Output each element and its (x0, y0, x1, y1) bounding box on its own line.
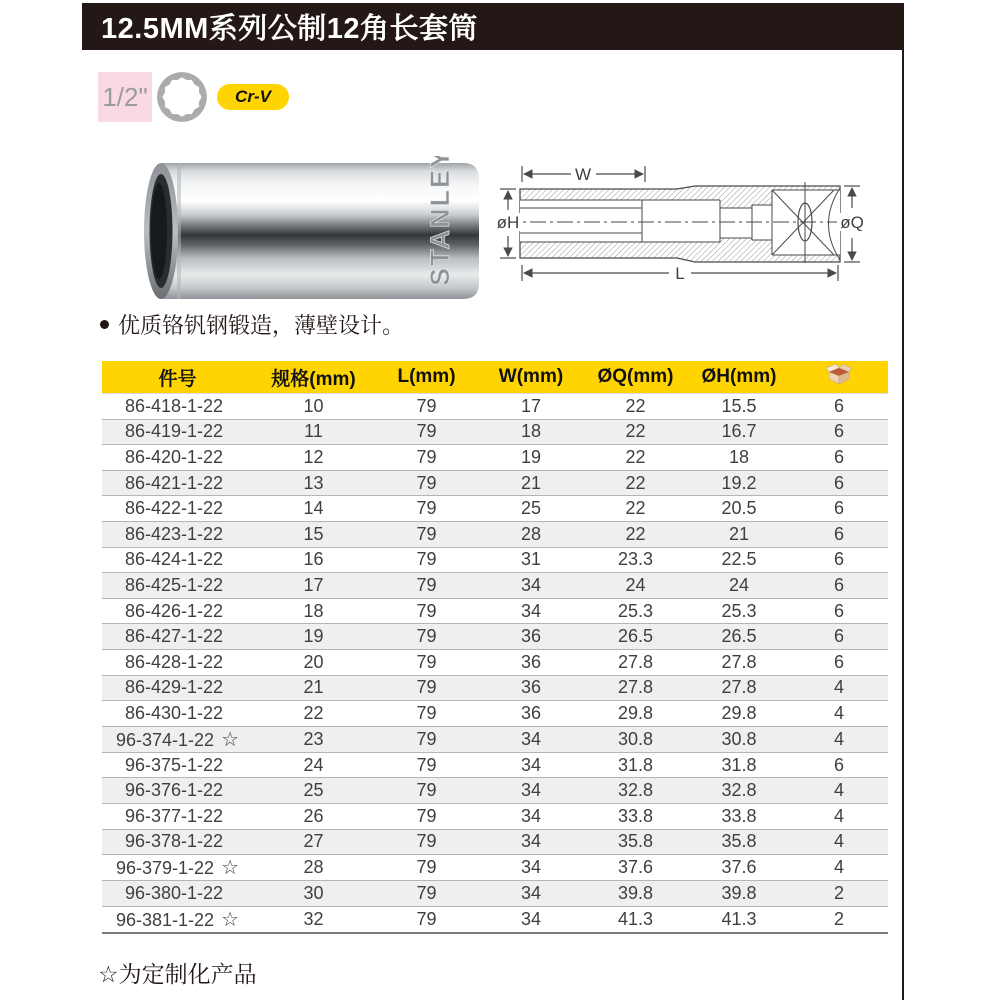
cell-length: 79 (374, 701, 479, 727)
cell-part-number: 96-380-1-22 (102, 881, 253, 907)
table-body (102, 394, 888, 933)
custom-star: ☆ (221, 908, 239, 931)
table-row (102, 726, 888, 752)
cell-oh: 16.7 (688, 419, 790, 445)
carton-icon (826, 363, 852, 385)
table-row (102, 496, 888, 522)
cell-length: 79 (374, 906, 479, 933)
cell-oh: 30.8 (688, 726, 790, 752)
cell-w: 36 (479, 675, 583, 701)
table-row (102, 598, 888, 624)
dim-label-l: L (675, 264, 685, 283)
dim-label-oq: øQ (840, 213, 864, 232)
cell-oq: 22 (583, 445, 688, 471)
cell-oq: 24 (583, 573, 688, 599)
cell-w: 18 (479, 419, 583, 445)
dimension-diagram (493, 158, 865, 295)
table-row (102, 829, 888, 855)
cell-length: 79 (374, 445, 479, 471)
cell-length: 79 (374, 675, 479, 701)
cell-oq: 41.3 (583, 906, 688, 933)
cell-w: 34 (479, 598, 583, 624)
cell-oq: 39.8 (583, 881, 688, 907)
cell-w: 28 (479, 521, 583, 547)
cell-spec: 12 (253, 445, 374, 471)
table-row (102, 906, 888, 933)
cell-pack-qty: 4 (790, 726, 888, 752)
header-oq: ØQ(mm) (583, 361, 688, 394)
cell-w: 34 (479, 906, 583, 933)
cell-length: 79 (374, 778, 479, 804)
cell-length: 79 (374, 496, 479, 522)
cell-oq: 29.8 (583, 701, 688, 727)
crv-label: Cr-V (235, 87, 271, 106)
cell-part-number: 86-420-1-22 (102, 445, 253, 471)
cell-oq: 22 (583, 521, 688, 547)
cell-pack-qty: 6 (790, 624, 888, 650)
cell-w: 34 (479, 829, 583, 855)
cell-oq: 26.5 (583, 624, 688, 650)
header-spec: 规格(mm) (253, 361, 374, 394)
cell-w: 17 (479, 394, 583, 420)
cell-pack-qty: 6 (790, 547, 888, 573)
cell-oh: 20.5 (688, 496, 790, 522)
cell-oh: 15.5 (688, 394, 790, 420)
cell-length: 79 (374, 573, 479, 599)
cell-pack-qty: 6 (790, 521, 888, 547)
cell-oq: 22 (583, 496, 688, 522)
page-edge-rule (902, 3, 904, 1000)
custom-star: ☆ (221, 728, 239, 751)
cell-oq: 27.8 (583, 675, 688, 701)
cell-oq: 35.8 (583, 829, 688, 855)
cell-oh: 31.8 (688, 752, 790, 778)
table-row (102, 394, 888, 420)
cell-pack-qty: 2 (790, 881, 888, 907)
cell-pack-qty: 6 (790, 649, 888, 675)
cell-pack-qty: 6 (790, 496, 888, 522)
cell-w: 34 (479, 573, 583, 599)
cell-w: 34 (479, 881, 583, 907)
cell-length: 79 (374, 881, 479, 907)
cell-w: 36 (479, 649, 583, 675)
cell-length: 79 (374, 829, 479, 855)
cell-spec: 24 (253, 752, 374, 778)
cell-spec: 26 (253, 803, 374, 829)
cell-w: 34 (479, 855, 583, 881)
dim-label-oh: øH (496, 213, 520, 232)
cell-oh: 35.8 (688, 829, 790, 855)
cell-spec: 19 (253, 624, 374, 650)
cell-oq: 22 (583, 419, 688, 445)
cell-part-number: 96-379-1-22 ☆ (102, 855, 253, 881)
cell-oh: 25.3 (688, 598, 790, 624)
feature-bullet-line (100, 309, 404, 340)
cell-part-number: 96-378-1-22 (102, 829, 253, 855)
cell-part-number: 96-376-1-22 (102, 778, 253, 804)
cell-part-number: 86-422-1-22 (102, 496, 253, 522)
twelve-point-socket-icon (154, 69, 210, 130)
table-row (102, 624, 888, 650)
cell-length: 79 (374, 598, 479, 624)
cell-w: 25 (479, 496, 583, 522)
cell-part-number: 96-375-1-22 (102, 752, 253, 778)
cell-part-number: 86-425-1-22 (102, 573, 253, 599)
cell-oh: 41.3 (688, 906, 790, 933)
cell-length: 79 (374, 470, 479, 496)
cell-part-number: 86-428-1-22 (102, 649, 253, 675)
cell-part-number: 86-419-1-22 (102, 419, 253, 445)
table-row (102, 701, 888, 727)
cell-pack-qty: 4 (790, 778, 888, 804)
cell-oq: 23.3 (583, 547, 688, 573)
cell-oh: 39.8 (688, 881, 790, 907)
cell-part-number: 86-427-1-22 (102, 624, 253, 650)
header-l: L(mm) (374, 361, 479, 394)
cell-oq: 22 (583, 470, 688, 496)
cell-w: 19 (479, 445, 583, 471)
cell-oh: 32.8 (688, 778, 790, 804)
cell-pack-qty: 4 (790, 701, 888, 727)
cell-pack-qty: 6 (790, 419, 888, 445)
cell-spec: 22 (253, 701, 374, 727)
cell-w: 36 (479, 701, 583, 727)
cell-pack-qty: 4 (790, 829, 888, 855)
page-title-bar (82, 3, 903, 50)
table-row (102, 573, 888, 599)
cell-oh: 24 (688, 573, 790, 599)
page-title: 12.5MM系列公制12角长套筒 (101, 13, 479, 45)
cell-spec: 25 (253, 778, 374, 804)
cell-spec: 11 (253, 419, 374, 445)
header-part: 件号 (102, 361, 253, 394)
cell-spec: 30 (253, 881, 374, 907)
cell-part-number: 86-418-1-22 (102, 394, 253, 420)
cell-oq: 25.3 (583, 598, 688, 624)
cell-oh: 19.2 (688, 470, 790, 496)
table-row (102, 470, 888, 496)
cell-oh: 27.8 (688, 649, 790, 675)
cell-w: 34 (479, 726, 583, 752)
cell-spec: 32 (253, 906, 374, 933)
header-w: W(mm) (479, 361, 583, 394)
cell-part-number: 96-374-1-22 ☆ (102, 726, 253, 752)
cell-pack-qty: 6 (790, 752, 888, 778)
custom-star: ☆ (221, 857, 239, 880)
cell-length: 79 (374, 624, 479, 650)
cell-spec: 21 (253, 675, 374, 701)
table-row (102, 855, 888, 881)
brand-engraving: STANLEY (425, 156, 455, 286)
cell-w: 34 (479, 778, 583, 804)
cell-oq: 27.8 (583, 649, 688, 675)
cell-oh: 22.5 (688, 547, 790, 573)
spec-table (102, 361, 888, 934)
cell-pack-qty: 2 (790, 906, 888, 933)
cell-length: 79 (374, 803, 479, 829)
table-row (102, 752, 888, 778)
table-row (102, 803, 888, 829)
cell-w: 34 (479, 803, 583, 829)
cell-spec: 10 (253, 394, 374, 420)
crv-material-badge (217, 84, 289, 110)
cell-part-number: 86-423-1-22 (102, 521, 253, 547)
table-row (102, 881, 888, 907)
cell-oq: 32.8 (583, 778, 688, 804)
cell-length: 79 (374, 752, 479, 778)
cell-length: 79 (374, 649, 479, 675)
cell-pack-qty: 6 (790, 573, 888, 599)
table-row (102, 419, 888, 445)
cell-oh: 26.5 (688, 624, 790, 650)
cell-spec: 20 (253, 649, 374, 675)
cell-length: 79 (374, 726, 479, 752)
cell-spec: 14 (253, 496, 374, 522)
cell-oq: 22 (583, 394, 688, 420)
cell-oh: 18 (688, 445, 790, 471)
cell-part-number: 86-429-1-22 (102, 675, 253, 701)
cell-w: 21 (479, 470, 583, 496)
cell-spec: 16 (253, 547, 374, 573)
table-header-row (102, 361, 888, 394)
feature-text: 优质铬钒钢锻造，薄壁设计。 (118, 313, 405, 338)
cell-pack-qty: 6 (790, 445, 888, 471)
cell-part-number: 86-426-1-22 (102, 598, 253, 624)
cell-pack-qty: 4 (790, 803, 888, 829)
cell-pack-qty: 6 (790, 394, 888, 420)
cell-length: 79 (374, 419, 479, 445)
table-row (102, 649, 888, 675)
cell-pack-qty: 4 (790, 855, 888, 881)
header-pack (790, 361, 888, 394)
cell-oh: 33.8 (688, 803, 790, 829)
cell-oq: 37.6 (583, 855, 688, 881)
cell-part-number: 86-430-1-22 (102, 701, 253, 727)
footnote-text: ☆为定制化产品 (98, 961, 257, 987)
cell-oh: 29.8 (688, 701, 790, 727)
product-photo (133, 156, 483, 311)
cell-spec: 27 (253, 829, 374, 855)
drive-size-label: 1/2" (102, 81, 148, 112)
cell-pack-qty: 6 (790, 470, 888, 496)
table-row (102, 778, 888, 804)
table-row (102, 547, 888, 573)
dim-label-w: W (574, 165, 592, 184)
cell-length: 79 (374, 521, 479, 547)
table-row (102, 675, 888, 701)
header-oh: ØH(mm) (688, 361, 790, 394)
cell-oq: 31.8 (583, 752, 688, 778)
cell-oh: 21 (688, 521, 790, 547)
cell-oq: 33.8 (583, 803, 688, 829)
cell-oq: 30.8 (583, 726, 688, 752)
cell-w: 31 (479, 547, 583, 573)
cell-spec: 18 (253, 598, 374, 624)
cell-spec: 17 (253, 573, 374, 599)
cell-w: 34 (479, 752, 583, 778)
drive-size-badge (98, 72, 152, 122)
cell-spec: 13 (253, 470, 374, 496)
cell-spec: 15 (253, 521, 374, 547)
table-row (102, 521, 888, 547)
cell-length: 79 (374, 394, 479, 420)
cell-oh: 37.6 (688, 855, 790, 881)
cell-pack-qty: 4 (790, 675, 888, 701)
bullet-dot (100, 320, 109, 329)
footnote (98, 956, 257, 989)
cell-pack-qty: 6 (790, 598, 888, 624)
cell-length: 79 (374, 547, 479, 573)
cell-length: 79 (374, 855, 479, 881)
cell-part-number: 86-424-1-22 (102, 547, 253, 573)
cell-part-number: 86-421-1-22 (102, 470, 253, 496)
cell-spec: 23 (253, 726, 374, 752)
cell-part-number: 96-377-1-22 (102, 803, 253, 829)
table-row (102, 445, 888, 471)
cell-w: 36 (479, 624, 583, 650)
cell-spec: 28 (253, 855, 374, 881)
cell-oh: 27.8 (688, 675, 790, 701)
cell-part-number: 96-381-1-22 ☆ (102, 906, 253, 933)
